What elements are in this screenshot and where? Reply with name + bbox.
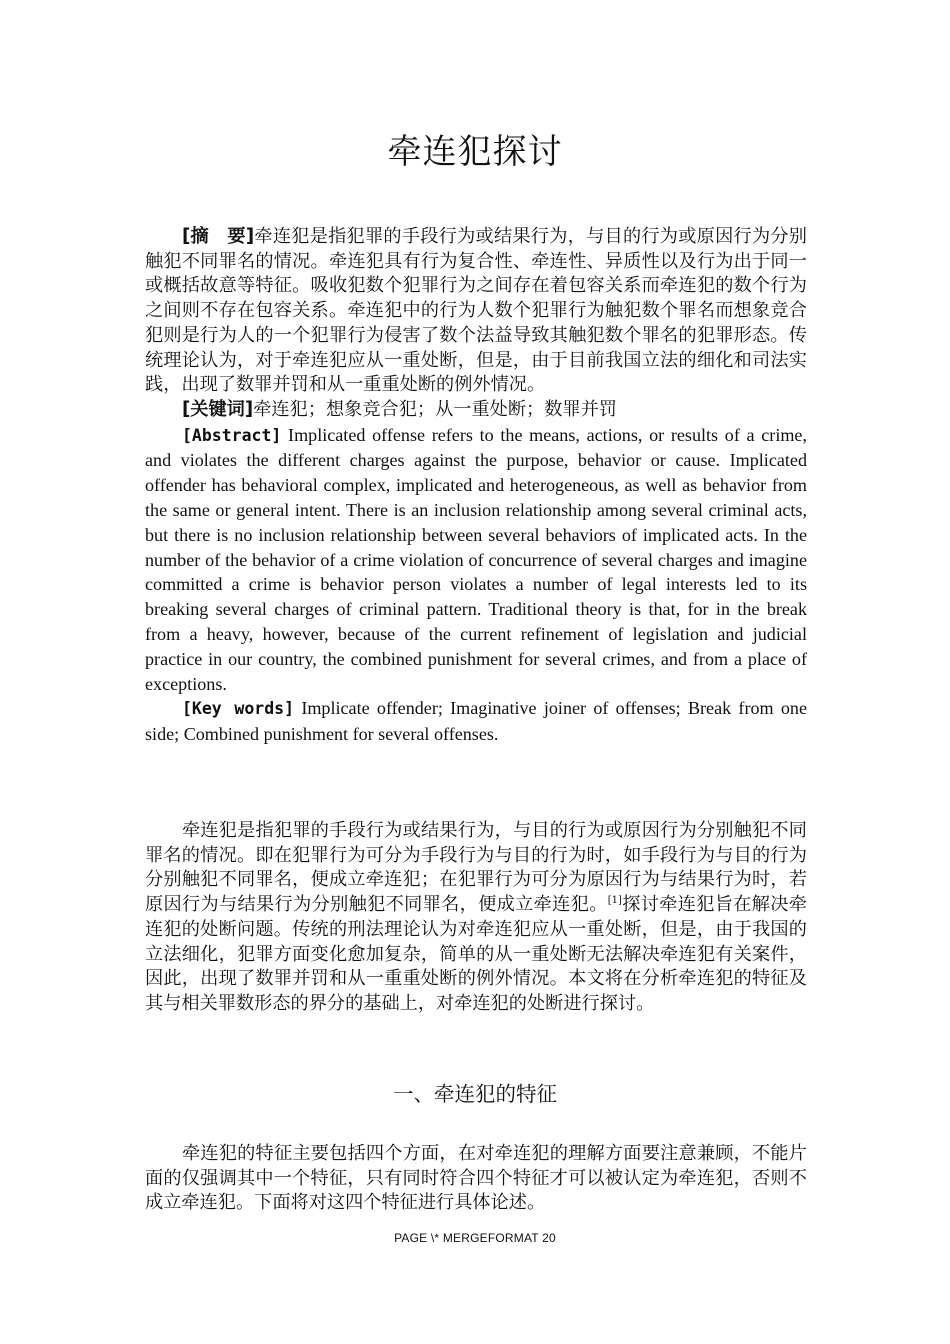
keywords-en-paragraph bbox=[145, 696, 807, 747]
intro-text-after: 探讨牵连犯旨在解决牵连犯的处断问题。传统的刑法理论认为对牵连犯应从一重处断，但是，由于我国的立法细化，犯罪方面变化愈加复杂，简单的从一重处断无法解决牵连犯有关案件，因此，出现了数罪并罚和从一重重处断的例外情况。本文将在分析牵连犯的特征及其与相关罪数形态的界分的基础上，对牵连犯的处断进行探讨。 bbox=[145, 894, 807, 1014]
abstract-zh-paragraph bbox=[145, 225, 807, 398]
citation-link[interactable]: [1] bbox=[607, 895, 622, 907]
section-heading: 一、牵连犯的特征 bbox=[393, 1082, 557, 1106]
intro-section bbox=[145, 819, 807, 1017]
section1-paragraph: 牵连犯的特征主要包括四个方面，在对牵连犯的理解方面要注意兼顾，不能片面的仅强调其中一个特征，只有同时符合四个特征才可以被认定为牵连犯，否则不成立牵连犯。下面将对这四个特征进行具体论述。 bbox=[145, 1143, 807, 1214]
intro-text-before: 牵连犯是指犯罪的手段行为或结果行为，与目的行为或原因行为分别触犯不同罪名的情况。即在犯罪行为可分为手段行为与目的行为时，如手段行为与目的行为分别触犯不同罪名，便成立牵连犯；在犯罪行为可分为原因行为与结果行为时，若原因行为与结果行为分别触犯不同罪名，便成立牵连犯。 bbox=[145, 820, 807, 916]
document-title: 牵连犯探讨 bbox=[387, 132, 563, 172]
keywords-zh-label: [关键词] bbox=[182, 398, 254, 420]
section1-body bbox=[145, 1142, 807, 1216]
abstract-zh-label: [摘 要] bbox=[182, 226, 255, 247]
keywords-en-label: [Key words] bbox=[182, 699, 295, 719]
abstract-en-text: Implicated offense refers to the means, actions, or results of a crime, and violates the different charges against the purpose, behavior or cause. Implicated offender has behavioral complex, implicated and heterogeneous, as well as behavior from the same or general intent. There is an inclusion relationship among several criminal acts, but there is no inclusion relationship between several behaviors of implicated acts. In the number of the behavior of a crime violation of concurrence of several charges and imagine committed a crime is behavior person violates a number of legal interests led to its breaking several charges of criminal pattern. Traditional theory is that, for in the break from a heavy, however, because of the current refinement of legislation and judicial practice in our country, the combined punishment for several crimes, and from a place of exceptions. bbox=[145, 424, 807, 694]
abstract-en-label: [Abstract] bbox=[182, 425, 282, 445]
abstract-zh-text: 牵连犯是指犯罪的手段行为或结果行为，与目的行为或原因行为分别触犯不同罪名的情况。牵连犯具有行为复合性、牵连性、异质性以及行为出于同一或概括故意等特征。吸收犯数个犯罪行为之间存在着包容关系而牵连犯的数个行为之间则不存在包容关系。牵连犯中的行为人数个犯罪行为触犯数个罪名而想象竞合犯则是行为人的一个犯罪行为侵害了数个法益导致其触犯数个罪名的犯罪形态。传统理论认为，对于牵连犯应从一重处断，但是，由于目前我国立法的细化和司法实践，出现了数罪并罚和从一重重处断的例外情况。 bbox=[145, 226, 807, 396]
page-footer: PAGE \* MERGEFORMAT 20 bbox=[394, 1231, 556, 1245]
keywords-en-text: Implicate offender; Imaginative joiner of offenses; Break from one side; Combined punishment for several offenses. bbox=[145, 698, 807, 745]
abstract-section bbox=[145, 225, 807, 747]
keywords-zh-paragraph bbox=[145, 398, 807, 423]
intro-paragraph bbox=[145, 819, 807, 1017]
abstract-en-paragraph bbox=[145, 423, 807, 697]
keywords-zh-text: 牵连犯；想象竞合犯；从一重处断；数罪并罚 bbox=[253, 398, 617, 420]
